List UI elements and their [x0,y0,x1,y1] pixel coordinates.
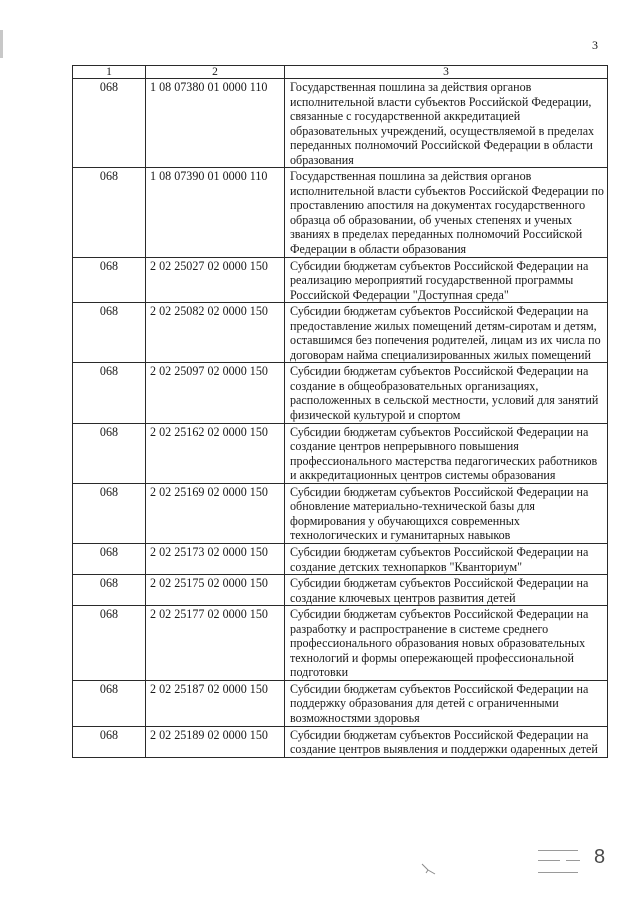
description-cell: Субсидии бюджетам субъектов Российской Федерации на обновление материально-технической базы для формирования у обучающихся современных технологических и гуманитарных навыков [285,483,608,543]
table-row [73,363,608,423]
budget-code-cell: 1 08 07390 01 0000 110 [146,168,285,257]
admin-code-cell: 068 [73,606,146,681]
admin-code-cell: 068 [73,680,146,726]
description-cell: Субсидии бюджетам субъектов Российской Федерации на поддержку образования для детей с ограниченными возможностями здоровья [285,680,608,726]
admin-code-cell: 068 [73,303,146,363]
stamp-dash [538,860,560,861]
description-cell: Субсидии бюджетам субъектов Российской Федерации на создание центров непрерывного повышения профессионального мастерства педагогических работников и аккредитационных центров системы образования [285,423,608,483]
table-row [73,303,608,363]
column-header-1: 1 [73,66,146,79]
page-number: 3 [592,38,598,52]
table-row [73,726,608,757]
budget-code-cell: 2 02 25162 02 0000 150 [146,423,285,483]
budget-code-cell: 2 02 25173 02 0000 150 [146,543,285,574]
budget-code-cell: 2 02 25097 02 0000 150 [146,363,285,423]
description-cell: Субсидии бюджетам субъектов Российской Федерации на создание ключевых центров развития детей [285,575,608,606]
description-cell: Субсидии бюджетам субъектов Российской Федерации на предоставление жилых помещений детям-сиротам и детям, оставшимся без попечения родителей, лицам из их числа по договорам найма специализированных жилых помещений [285,303,608,363]
description-cell: Субсидии бюджетам субъектов Российской Федерации на создание детских технопарков "Кванториум" [285,543,608,574]
column-header-3: 3 [285,66,608,79]
description-cell: Субсидии бюджетам субъектов Российской Федерации на реализацию мероприятий государственной программы Российской Федерации "Доступная среда" [285,257,608,303]
admin-code-cell: 068 [73,575,146,606]
column-header-2: 2 [146,66,285,79]
description-cell: Государственная пошлина за действия органов исполнительной власти субъектов Российской Федерации, связанные с государственной аккредитацией образовательных учреждений, осуществляемой в пределах переданных полномочий Российской Федерации в области образования [285,79,608,168]
description-cell: Субсидии бюджетам субъектов Российской Федерации на создание центров выявления и поддержки одаренных детей [285,726,608,757]
stamp-dash [538,872,578,873]
stamp-digit: 8 [594,846,606,868]
table-row [73,257,608,303]
budget-code-cell: 2 02 25175 02 0000 150 [146,575,285,606]
admin-code-cell: 068 [73,79,146,168]
admin-code-cell: 068 [73,726,146,757]
table-row [73,680,608,726]
table-header-row [73,66,608,79]
budget-code-cell: 1 08 07380 01 0000 110 [146,79,285,168]
table-row [73,79,608,168]
scan-stamp-area [420,840,610,890]
admin-code-cell: 068 [73,423,146,483]
stamp-dash [538,850,578,851]
description-cell: Субсидии бюджетам субъектов Российской Федерации на разработку и распространение в системе среднего профессионального образования новых образовательных технологий и формы опережающей профессиональной подготовки [285,606,608,681]
description-cell: Субсидии бюджетам субъектов Российской Федерации на создание в общеобразовательных организациях, расположенных в сельской местности, условий для занятий физической культурой и спортом [285,363,608,423]
admin-code-cell: 068 [73,363,146,423]
admin-code-cell: 068 [73,168,146,257]
pen-mark-icon [420,862,438,876]
left-margin-mark [0,30,3,58]
admin-code-cell: 068 [73,483,146,543]
table-row [73,168,608,257]
budget-code-cell: 2 02 25027 02 0000 150 [146,257,285,303]
budget-code-cell: 2 02 25177 02 0000 150 [146,606,285,681]
description-cell: Государственная пошлина за действия органов исполнительной власти субъектов Российской Федерации по проставлению апостиля на документах государственного образца об образовании, об ученых степенях и ученых званиях в пределах переданных полномочий Российской Федерации в области образования [285,168,608,257]
table-row [73,483,608,543]
budget-code-cell: 2 02 25082 02 0000 150 [146,303,285,363]
budget-classification-table [72,65,608,758]
stamp-dash [566,860,580,861]
budget-code-cell: 2 02 25189 02 0000 150 [146,726,285,757]
budget-code-cell: 2 02 25187 02 0000 150 [146,680,285,726]
admin-code-cell: 068 [73,543,146,574]
budget-code-cell: 2 02 25169 02 0000 150 [146,483,285,543]
admin-code-cell: 068 [73,257,146,303]
table-row [73,606,608,681]
table-row [73,423,608,483]
table-row [73,543,608,574]
table-row [73,575,608,606]
